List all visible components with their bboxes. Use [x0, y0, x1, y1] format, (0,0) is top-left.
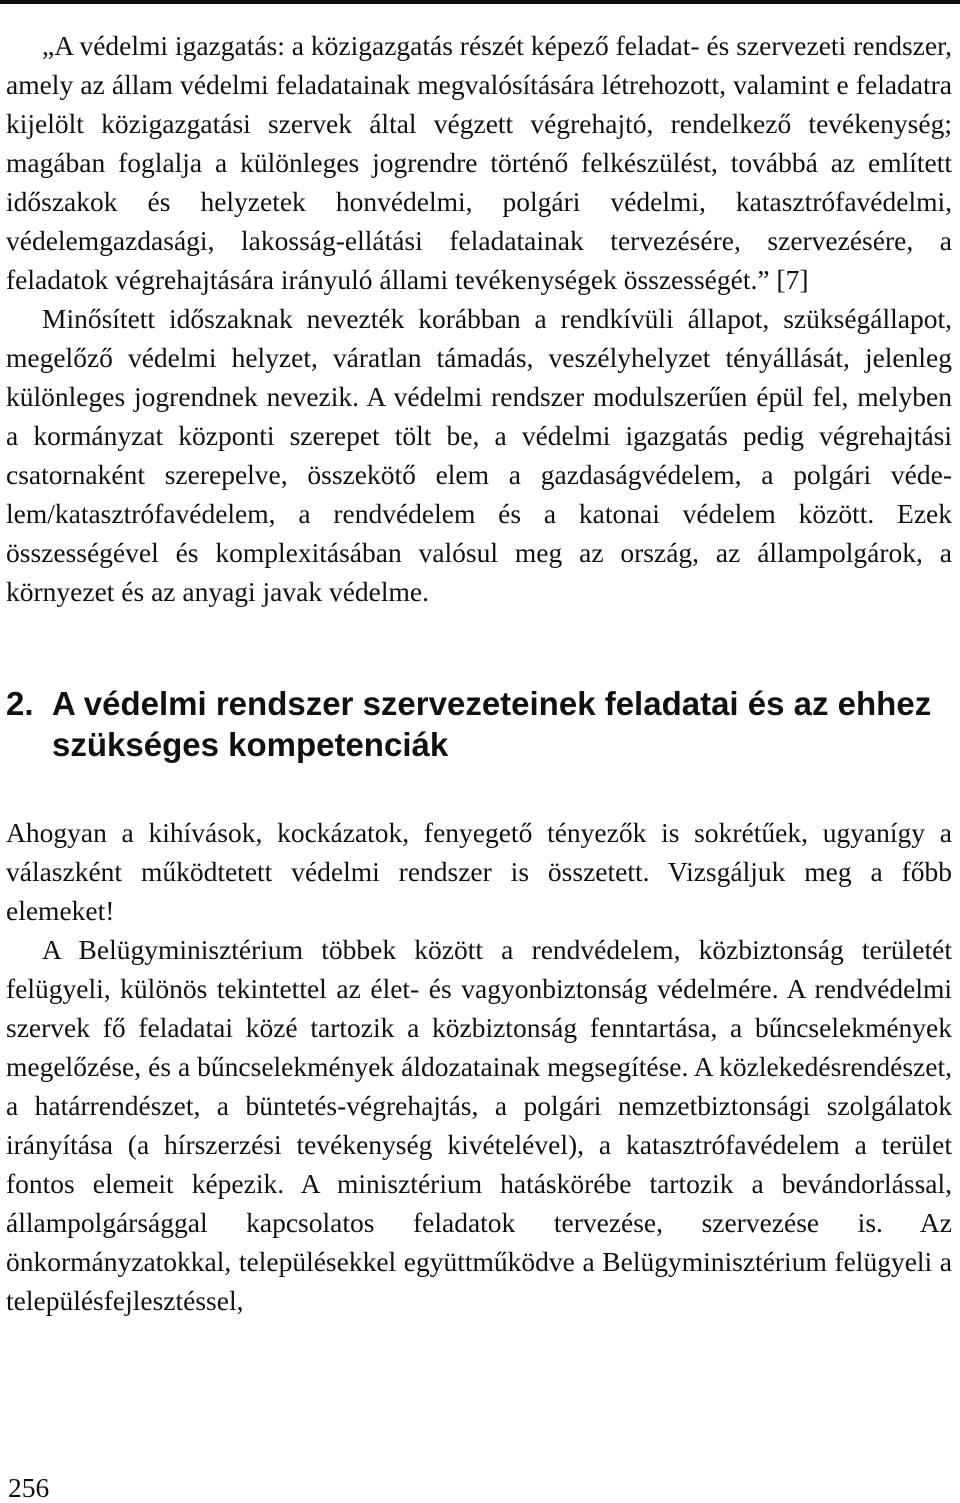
paragraph-definition-quote: „A védelmi igazgatás: a közigazgatás részét képező feladat- és szervezeti rendszer, amely az állam védelmi feladatainak megvalósítására létrehozott, valamint e feladatra kijelölt közigazgatási szervek által végzett végrehajtó, rendelkező tevékenység; magában foglalja a különleges jogrendre történő felkészülést, továbbá az említett időszakok és helyzetek honvédelmi, polgári védelmi, katasztrófavédelmi, védelemgazdasági, lakosság-ellátási feladatainak tervezésére, szervezésére, a feladatok végrehajtására irányuló állami tevékenységek összességét.” [7]: [6, 30, 952, 295]
paragraph-special-legal-order: Minősített időszaknak nevezték korábban a rendkívüli állapot, szükségállapot, megelőző védelmi helyzet, váratlan támadás, veszélyhelyzet tényállását, jelenleg különleges jogrendnek nevezik. A védelmi rendszer modulszerűen épül fel, melyben a kormányzat központi szerepet tölt be, a védelmi igazgatás pedig végrehajtási csatornaként szerepelve, összekötő elem a gazdaságvédelem, a polgári védelem/katasztrófavédelem, a rendvédelem és a katonai védelem között. Ezek összességével és komplexitásában valósul meg az ország, az állampolgárok, a környezet és az anyagi javak védelme.: [6, 303, 952, 607]
paragraph-challenges: Ahogyan a kihívások, kockázatok, fenyegető tényezők is sokrétűek, ugyanígy a válaszként működtetett védelmi rendszer is összetett. Vizsgáljuk meg a főbb elemeket!: [6, 817, 952, 926]
document-page: [6, 26, 952, 1320]
paragraph-interior-ministry: A Belügyminisztérium többek között a rendvédelem, közbiztonság területét felügyeli, különös tekintettel az élet- és vagyonbiztonság védelmére. A rendvédelmi szervek fő feladatai közé tartozik a közbiztonság fenntartása, a bűncselekmények megelőzése, és a bűncselekmények áldozatainak megsegítése. A közlekedésrendészet, a határrendészet, a büntetés-végrehajtás, a polgári nemzetbiztonsági szolgálatok irányítása (a hírszerzési tevékenység kivételével), a katasztrófavédelem a terület fontos elemeit képezik. A minisztérium hatáskörébe tartozik a bevándorlással, állampolgársággal kapcsolatos feladatok tervezése, szervezése is. Az önkormányzatokkal, településekkel együttműködve a Belügyminisztérium felügyeli a településfejlesztéssel,: [6, 934, 952, 1316]
section-heading: [6, 683, 952, 765]
page-number: 256: [8, 1472, 50, 1503]
section-number: 2.: [6, 685, 34, 722]
section-title: A védelmi rendszer szervezeteinek feladatai és az ehhez szükséges kompetenciák: [52, 685, 932, 763]
top-border-rule: [0, 0, 960, 4]
